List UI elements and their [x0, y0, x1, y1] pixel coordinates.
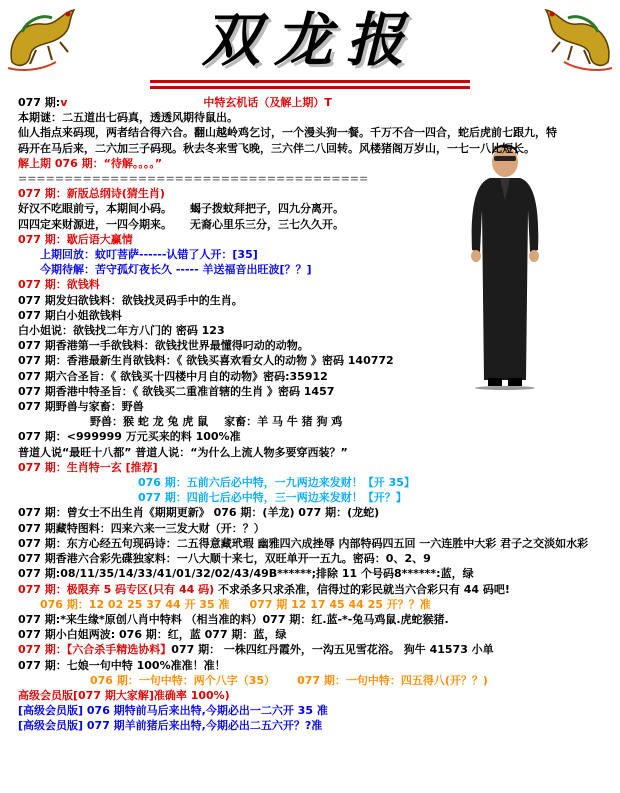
solve-line: 解上期 076 期：“待解。。。。”	[18, 156, 163, 170]
zodiac-l5: 077 期:08/11/35/14/33/41/01/32/02/43/49B******;排除 11 个号码8******:蓝，绿	[18, 567, 474, 581]
riddle-label: 本期谜：	[18, 111, 62, 125]
zodiac-c1: 076 期：五前六后必中特，一九两边来发财！【开 35】	[138, 476, 415, 490]
money-line-3: 白小姐说：欲钱找二年方八门的 密码 123	[18, 324, 225, 338]
money-line-6: 077 期六合圣旨：《 欲钱买十四楼中月自的动物》密码:35912	[18, 369, 328, 383]
zodiac-l12	[18, 673, 608, 688]
zodiac-l12b: 077 期：一句中特：四五得八(开？？)	[297, 673, 488, 687]
zodiac-l11: 077 期：七娘一句中特 100%准准！准！	[18, 658, 226, 672]
money-line-8: 077 期野兽与家畜：野兽	[18, 400, 144, 414]
main-content	[18, 95, 608, 734]
zodiac-l7	[18, 597, 608, 612]
money-line-7: 077 期香港中特圣旨：《 欲钱买二重准首辖的生肖 》密码 1457	[18, 384, 335, 398]
zodiac-l6	[18, 582, 608, 597]
section1-headline	[18, 95, 608, 110]
zodiac-l6-text: 不求杀多只求杀准，信得过的彩民就当六合彩只有 44 码吧!	[214, 582, 510, 596]
saying-prev: 上期回放：蚊叮菩萨------认错了人开：[35]	[40, 248, 258, 262]
member-title: 高级会员版[077 期大家解]	[18, 688, 154, 702]
money-line-5: 077 期：香港最新生肖欲钱料：《 欲钱买喜欢看女人的动物 》密码 140772	[18, 354, 394, 368]
divider: ======================================	[18, 172, 369, 186]
riddle-line	[18, 110, 608, 125]
zodiac-l1: 077 期：曾女士不出生肖《期期更新》 076 期：(羊龙) 077 期：(龙蛇)	[18, 506, 380, 520]
zodiac-l13	[18, 688, 608, 703]
money-line-1: 077 期发妇欲钱料：欲钱找灵码手中的生肖。	[18, 293, 243, 307]
dragon-left-icon	[2, 2, 82, 74]
section4-head: 077 期：欲钱料	[18, 278, 100, 292]
zodiac-c2: 077 期：四前七后必中特，三一两边来发财！【开？】	[138, 491, 407, 505]
zodiac-l15: [高级会员版] 077 期羊前猪后来出特,今期必出二五六开？?准	[18, 719, 323, 733]
section1-title: 中特玄机话（及解上期）T	[203, 96, 332, 109]
section5-head: 077 期：生肖特一玄 [推荐]	[18, 460, 158, 474]
domestic-animals: 家畜：羊 马 牛 猪 狗 鸡	[224, 415, 343, 429]
money-line-9	[18, 414, 608, 429]
title-underline-bottom	[150, 86, 470, 89]
zodiac-l2: 077 期藏特图料：四来六来一三发大财（开：？）	[18, 521, 265, 535]
zodiac-l8: 077 期:*来生缘*原创八肖中特料 （相当准的料）077 期：红.蓝-*-兔马鸡鼠.虎蛇猴猪.	[18, 612, 449, 626]
zodiac-l7a: 076 期：12 02 25 37 44 开 35 准	[40, 597, 230, 611]
money-line-10: 077 期：<999999 万元买来的料 100%准	[18, 430, 241, 444]
zodiac-l4: 077 期香港六合彩先碟独家料：一八大顺十来七，双旺单开一五九。密码：0、2、9	[18, 552, 431, 566]
zodiac-l3: 077 期：东方心经五句现码诗：二五得意藏玳瑕 幽雅四六成挫辱 内部特码四五回 一六连胜中大彩 君子之交淡如水彩	[18, 536, 589, 550]
saying-now: 今期待解：苦守孤灯夜长久 ----- 羊送福音出旺波[？？]	[40, 263, 312, 277]
section3-head: 077 期：歇后语大赢情	[18, 232, 133, 246]
header	[0, 0, 620, 96]
poem-row-1a: 好汉不吃眼前亏，本期间小码。	[18, 202, 172, 216]
poem-row-2a: 四四定来财源进，一四今期来。	[18, 217, 172, 231]
money-line-11: 普道人说“最旺十八都” 普道人说：“为什么上流人物多要穿西装？”	[18, 445, 348, 459]
issue-mark: v	[60, 96, 68, 109]
zodiac-l6-highlight: 077 期：极限弃 5 码专区(只有 44 码)	[18, 582, 215, 596]
zodiac-l10-highlight: 077 期：【六合杀手精选协料】	[18, 643, 172, 657]
riddle-text: 二五道出七码真，透透风期待鼠出。	[62, 111, 238, 125]
wild-animals: 野兽：猴 蛇 龙 兔 虎 鼠	[90, 415, 209, 429]
money-line-4: 077 期香港第一手欲钱料：欲钱找世界最懂得叼动的动物。	[18, 339, 309, 353]
zodiac-l10-text: 077 期： 一株四红丹霞外，一沟五见雪花浴。 狗牛 41573 小单	[171, 643, 494, 657]
zodiac-l14: [高级会员版] 076 期特前马后来出特,今期必出一二六开 35 准	[18, 704, 328, 718]
title-underline-top	[150, 80, 470, 83]
issue-label: 077 期:	[18, 96, 61, 109]
page-title: 双龙报	[201, 6, 418, 74]
zodiac-l12a: 076 期：一句中特：两个八字（35）	[90, 673, 276, 687]
poem-row-2	[18, 217, 608, 232]
poem-row-2b: 无裔心里乐三分，三七久久开。	[190, 217, 344, 231]
zodiac-l10	[18, 642, 608, 657]
zodiac-l7b: 077 期 12 17 45 44 25 开？？准	[249, 597, 431, 611]
riddle-body: 仙人指点来码现，两者结合得六合。翻山越岭鸡乞讨，一个漫头狗一餐。千万不合一四合，蛇后虎前七跟九，特码开在马后来，二六加三子码现。秋去冬来雪飞晚，三六伴二八回转。风楼猪阁万岁山，一七一八比短长。	[18, 126, 557, 155]
section2-head: 077 期：新版总纲诗(猜生肖)	[18, 187, 165, 201]
member-accuracy: 准确率 100%)	[153, 688, 230, 702]
zodiac-l9: 077 期小白姐两波: 076 期：红，蓝 077 期：蓝，绿	[18, 628, 287, 642]
dragon-right-icon	[538, 2, 618, 74]
poem-row-1	[18, 201, 608, 216]
poem-row-1b: 蝎子拨蚊拜把子，四九分离开。	[190, 202, 344, 216]
money-line-2: 077 期白小姐欲钱料	[18, 308, 122, 322]
